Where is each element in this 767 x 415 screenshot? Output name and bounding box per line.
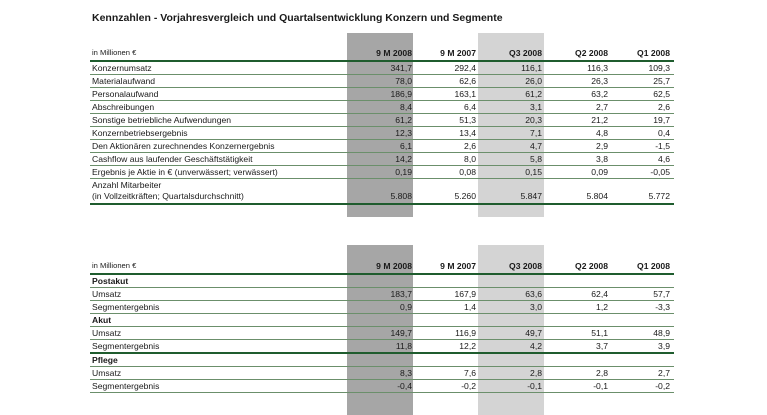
row-label: Segmentergebnis [92,381,160,391]
cell: 78,0 [395,76,412,86]
cell: 2,7 [596,102,608,112]
cell: 5.847 [520,191,542,201]
cell: 5,8 [530,154,542,164]
table-row [90,340,674,354]
cell: 62,6 [459,76,476,86]
row-label [92,180,244,202]
column-header: Q3 2008 [509,261,542,271]
cell: 163,1 [454,89,476,99]
column-header: Q2 2008 [575,261,608,271]
row-label: Cashflow aus laufender Geschäftstätigkeit [92,154,253,164]
unit-label: in Millionen € [92,48,137,57]
column-header: Q2 2008 [575,48,608,58]
cell: 7,6 [464,368,476,378]
section-title: Pflege [92,355,118,365]
cell: 0,15 [525,167,542,177]
cell: 0,4 [658,128,670,138]
cell: 51,1 [591,328,608,338]
row-label: Den Aktionären zurechnendes Konzernergebnis [92,141,275,151]
cell: 5.808 [390,191,412,201]
cell: 8,3 [400,368,412,378]
cell: 2,6 [658,102,670,112]
row-label-line: (in Vollzeitkräften; Quartalsdurchschnitt) [92,191,244,201]
table-header [90,46,674,62]
cell: 11,8 [395,341,412,351]
cell: 2,7 [658,368,670,378]
cell: -0,1 [527,381,542,391]
cell: 13,4 [459,128,476,138]
table-row [90,75,674,88]
cell: 2,8 [596,368,608,378]
cell: 25,7 [653,76,670,86]
column-header: 9 M 2008 [376,48,412,58]
cell: 12,3 [395,128,412,138]
table-row [90,288,674,301]
cell: 183,7 [390,289,412,299]
cell: 3,8 [596,154,608,164]
cell: 109,3 [648,63,670,73]
cell: 292,4 [454,63,476,73]
segment-table [90,259,674,393]
section-title: Postakut [92,276,129,286]
cell: 4,2 [530,341,542,351]
cell: 63,6 [525,289,542,299]
cell: 1,2 [596,302,608,312]
row-label: Sonstige betriebliche Aufwendungen [92,115,232,125]
table-row [90,367,674,380]
cell: 116,1 [521,63,542,73]
cell: 2,8 [530,368,542,378]
cell: 3,7 [596,341,608,351]
cell: 3,0 [530,302,542,312]
kennzahlen-table [90,46,674,205]
cell: -3,3 [655,302,670,312]
cell: 186,9 [390,89,412,99]
cell: 2,6 [464,141,476,151]
cell: 26,0 [525,76,542,86]
cell: 2,9 [596,141,608,151]
cell: 1,4 [464,302,476,312]
cell: 5.804 [586,191,608,201]
cell: 61,2 [525,89,542,99]
table-row [90,166,674,179]
row-label: Segmentergebnis [92,341,160,351]
row-label: Materialaufwand [92,76,156,86]
cell: 3,1 [530,102,542,112]
cell: 116,9 [455,328,476,338]
column-header: 9 M 2007 [440,261,476,271]
row-label: Konzernumsatz [92,63,152,73]
table-row [90,127,674,140]
cell: 7,1 [530,128,542,138]
cell: 62,5 [653,89,670,99]
cell: 61,2 [395,115,412,125]
table-row [90,101,674,114]
cell: 0,19 [395,167,412,177]
column-header: 9 M 2008 [376,261,412,271]
cell: 49,7 [525,328,542,338]
cell: 48,9 [653,328,670,338]
cell: 4,8 [596,128,608,138]
cell: -0,2 [461,381,476,391]
row-label: Segmentergebnis [92,302,160,312]
cell: 116,3 [587,63,608,73]
cell: 4,6 [658,154,670,164]
cell: 341,7 [390,63,412,73]
cell: 6,4 [464,102,476,112]
cell: 19,7 [653,115,670,125]
row-label-line: Anzahl Mitarbeiter [92,180,162,190]
table-row [90,62,674,75]
unit-label: in Millionen € [92,261,137,270]
cell: -0,1 [593,381,608,391]
table-row [90,114,674,127]
cell: 8,0 [464,154,476,164]
column-header: Q1 2008 [637,261,670,271]
row-label: Umsatz [92,328,122,338]
cell: 21,2 [591,115,608,125]
cell: 0,08 [459,167,476,177]
cell: 5.260 [454,191,476,201]
column-header: Q1 2008 [637,48,670,58]
cell: 5.772 [648,191,670,201]
column-header: Q3 2008 [509,48,542,58]
table-row [90,380,674,393]
page-title: Kennzahlen - Vorjahresvergleich und Quartalsentwicklung Konzern und Segmente [92,12,503,24]
cell: 6,1 [400,141,412,151]
cell: 26,3 [591,76,608,86]
cell: 0,9 [400,302,412,312]
column-header: 9 M 2007 [440,48,476,58]
table-row [90,301,674,314]
table-row-staff [90,179,674,205]
row-label: Personalaufwand [92,89,159,99]
row-label: Umsatz [92,289,122,299]
cell: 12,2 [459,341,476,351]
row-label: Umsatz [92,368,122,378]
cell: 167,9 [454,289,476,299]
cell: 20,3 [525,115,542,125]
cell: 0,09 [591,167,608,177]
section-header [90,275,674,288]
section-header [90,354,674,367]
table-row [90,140,674,153]
cell: -0,4 [397,381,412,391]
cell: -0,2 [655,381,670,391]
cell: 4,7 [530,141,542,151]
cell: 62,4 [591,289,608,299]
row-label: Konzernbetriebsergebnis [92,128,188,138]
cell: 63,2 [591,89,608,99]
cell: 14,2 [395,154,412,164]
table-row [90,153,674,166]
cell: 8,4 [400,102,412,112]
cell: 57,7 [653,289,670,299]
section-title: Akut [92,315,112,325]
row-label: Abschreibungen [92,102,155,112]
table-row [90,88,674,101]
table-row [90,327,674,340]
cell: -1,5 [655,141,670,151]
cell: -0,05 [650,167,670,177]
section-header [90,314,674,327]
cell: 51,3 [459,115,476,125]
cell: 149,7 [390,328,412,338]
row-label: Ergebnis je Aktie in € (unverwässert; verwässert) [92,167,278,177]
table-header [90,259,674,275]
cell: 3,9 [658,341,670,351]
